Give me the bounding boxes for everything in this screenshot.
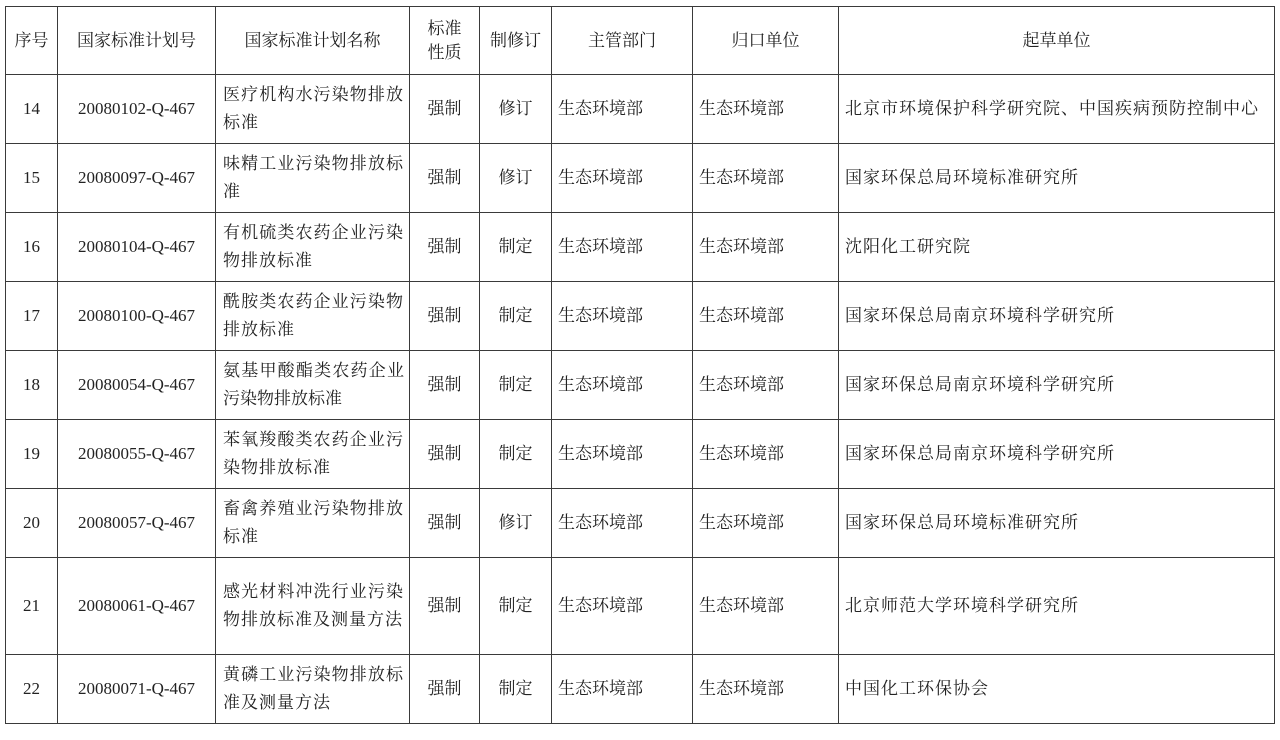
- header-plan-name: 国家标准计划名称: [216, 7, 410, 75]
- cell-seq: 16: [6, 213, 58, 282]
- cell-drafting-unit: 国家环保总局环境标准研究所: [839, 144, 1275, 213]
- cell-revision: 制定: [480, 351, 552, 420]
- cell-centralized-unit: 生态环境部: [693, 420, 839, 489]
- cell-nature: 强制: [410, 144, 480, 213]
- cell-centralized-unit: 生态环境部: [693, 655, 839, 724]
- cell-plan-name: 氨基甲酸酯类农药企业污染物排放标准: [216, 351, 410, 420]
- cell-seq: 18: [6, 351, 58, 420]
- table-row: [6, 558, 1275, 655]
- table-row: [6, 282, 1275, 351]
- cell-nature: 强制: [410, 489, 480, 558]
- cell-authority: 生态环境部: [552, 351, 693, 420]
- cell-plan-name: 苯氧羧酸类农药企业污染物排放标准: [216, 420, 410, 489]
- header-centralized-unit: 归口单位: [693, 7, 839, 75]
- cell-plan-name: 医疗机构水污染物排放标准: [216, 75, 410, 144]
- cell-centralized-unit: 生态环境部: [693, 144, 839, 213]
- table-row: [6, 144, 1275, 213]
- cell-authority: 生态环境部: [552, 558, 693, 655]
- cell-revision: 制定: [480, 558, 552, 655]
- cell-authority: 生态环境部: [552, 213, 693, 282]
- cell-revision: 制定: [480, 420, 552, 489]
- cell-authority: 生态环境部: [552, 144, 693, 213]
- cell-authority: 生态环境部: [552, 420, 693, 489]
- cell-centralized-unit: 生态环境部: [693, 489, 839, 558]
- table-row: [6, 420, 1275, 489]
- cell-revision: 修订: [480, 144, 552, 213]
- standards-plan-table: [5, 6, 1275, 724]
- cell-drafting-unit: 国家环保总局南京环境科学研究所: [839, 420, 1275, 489]
- cell-seq: 15: [6, 144, 58, 213]
- table-row: [6, 489, 1275, 558]
- cell-plan-number: 20080057-Q-467: [58, 489, 216, 558]
- cell-centralized-unit: 生态环境部: [693, 213, 839, 282]
- table-row: [6, 351, 1275, 420]
- header-drafting-unit: 起草单位: [839, 7, 1275, 75]
- cell-drafting-unit: 北京师范大学环境科学研究所: [839, 558, 1275, 655]
- cell-nature: 强制: [410, 420, 480, 489]
- cell-plan-number: 20080102-Q-467: [58, 75, 216, 144]
- cell-plan-number: 20080097-Q-467: [58, 144, 216, 213]
- cell-nature: 强制: [410, 282, 480, 351]
- cell-nature: 强制: [410, 558, 480, 655]
- cell-plan-number: 20080061-Q-467: [58, 558, 216, 655]
- header-nature-line1: 标准: [427, 18, 462, 39]
- cell-revision: 制定: [480, 655, 552, 724]
- cell-seq: 21: [6, 558, 58, 655]
- cell-revision: 修订: [480, 489, 552, 558]
- cell-nature: 强制: [410, 213, 480, 282]
- cell-drafting-unit: 国家环保总局南京环境科学研究所: [839, 351, 1275, 420]
- cell-seq: 19: [6, 420, 58, 489]
- cell-seq: 17: [6, 282, 58, 351]
- cell-plan-name: 有机硫类农药企业污染物排放标准: [216, 213, 410, 282]
- cell-authority: 生态环境部: [552, 655, 693, 724]
- cell-drafting-unit: 沈阳化工研究院: [839, 213, 1275, 282]
- cell-seq: 20: [6, 489, 58, 558]
- cell-centralized-unit: 生态环境部: [693, 75, 839, 144]
- header-authority: 主管部门: [552, 7, 693, 75]
- cell-plan-name: 感光材料冲洗行业污染物排放标准及测量方法: [216, 558, 410, 655]
- cell-centralized-unit: 生态环境部: [693, 351, 839, 420]
- cell-plan-number: 20080071-Q-467: [58, 655, 216, 724]
- cell-nature: 强制: [410, 655, 480, 724]
- header-seq: 序号: [6, 7, 58, 75]
- cell-drafting-unit: 中国化工环保协会: [839, 655, 1275, 724]
- cell-centralized-unit: 生态环境部: [693, 282, 839, 351]
- cell-plan-name: 酰胺类农药企业污染物排放标准: [216, 282, 410, 351]
- cell-authority: 生态环境部: [552, 489, 693, 558]
- cell-drafting-unit: 北京市环境保护科学研究院、中国疾病预防控制中心: [839, 75, 1275, 144]
- cell-authority: 生态环境部: [552, 282, 693, 351]
- cell-revision: 制定: [480, 282, 552, 351]
- cell-plan-name: 黄磷工业污染物排放标准及测量方法: [216, 655, 410, 724]
- header-nature: [410, 7, 480, 75]
- cell-plan-number: 20080104-Q-467: [58, 213, 216, 282]
- header-nature-line2: 性质: [427, 42, 462, 63]
- table-row: [6, 213, 1275, 282]
- cell-revision: 修订: [480, 75, 552, 144]
- cell-plan-number: 20080054-Q-467: [58, 351, 216, 420]
- cell-revision: 制定: [480, 213, 552, 282]
- table-row: [6, 655, 1275, 724]
- header-revision: 制修订: [480, 7, 552, 75]
- cell-centralized-unit: 生态环境部: [693, 558, 839, 655]
- cell-plan-number: 20080100-Q-467: [58, 282, 216, 351]
- header-plan-number: 国家标准计划号: [58, 7, 216, 75]
- cell-nature: 强制: [410, 75, 480, 144]
- cell-seq: 14: [6, 75, 58, 144]
- cell-seq: 22: [6, 655, 58, 724]
- table-row: [6, 75, 1275, 144]
- cell-plan-name: 畜禽养殖业污染物排放标准: [216, 489, 410, 558]
- cell-nature: 强制: [410, 351, 480, 420]
- cell-plan-number: 20080055-Q-467: [58, 420, 216, 489]
- table-header-row: [6, 7, 1275, 75]
- cell-authority: 生态环境部: [552, 75, 693, 144]
- cell-drafting-unit: 国家环保总局环境标准研究所: [839, 489, 1275, 558]
- cell-drafting-unit: 国家环保总局南京环境科学研究所: [839, 282, 1275, 351]
- cell-plan-name: 味精工业污染物排放标准: [216, 144, 410, 213]
